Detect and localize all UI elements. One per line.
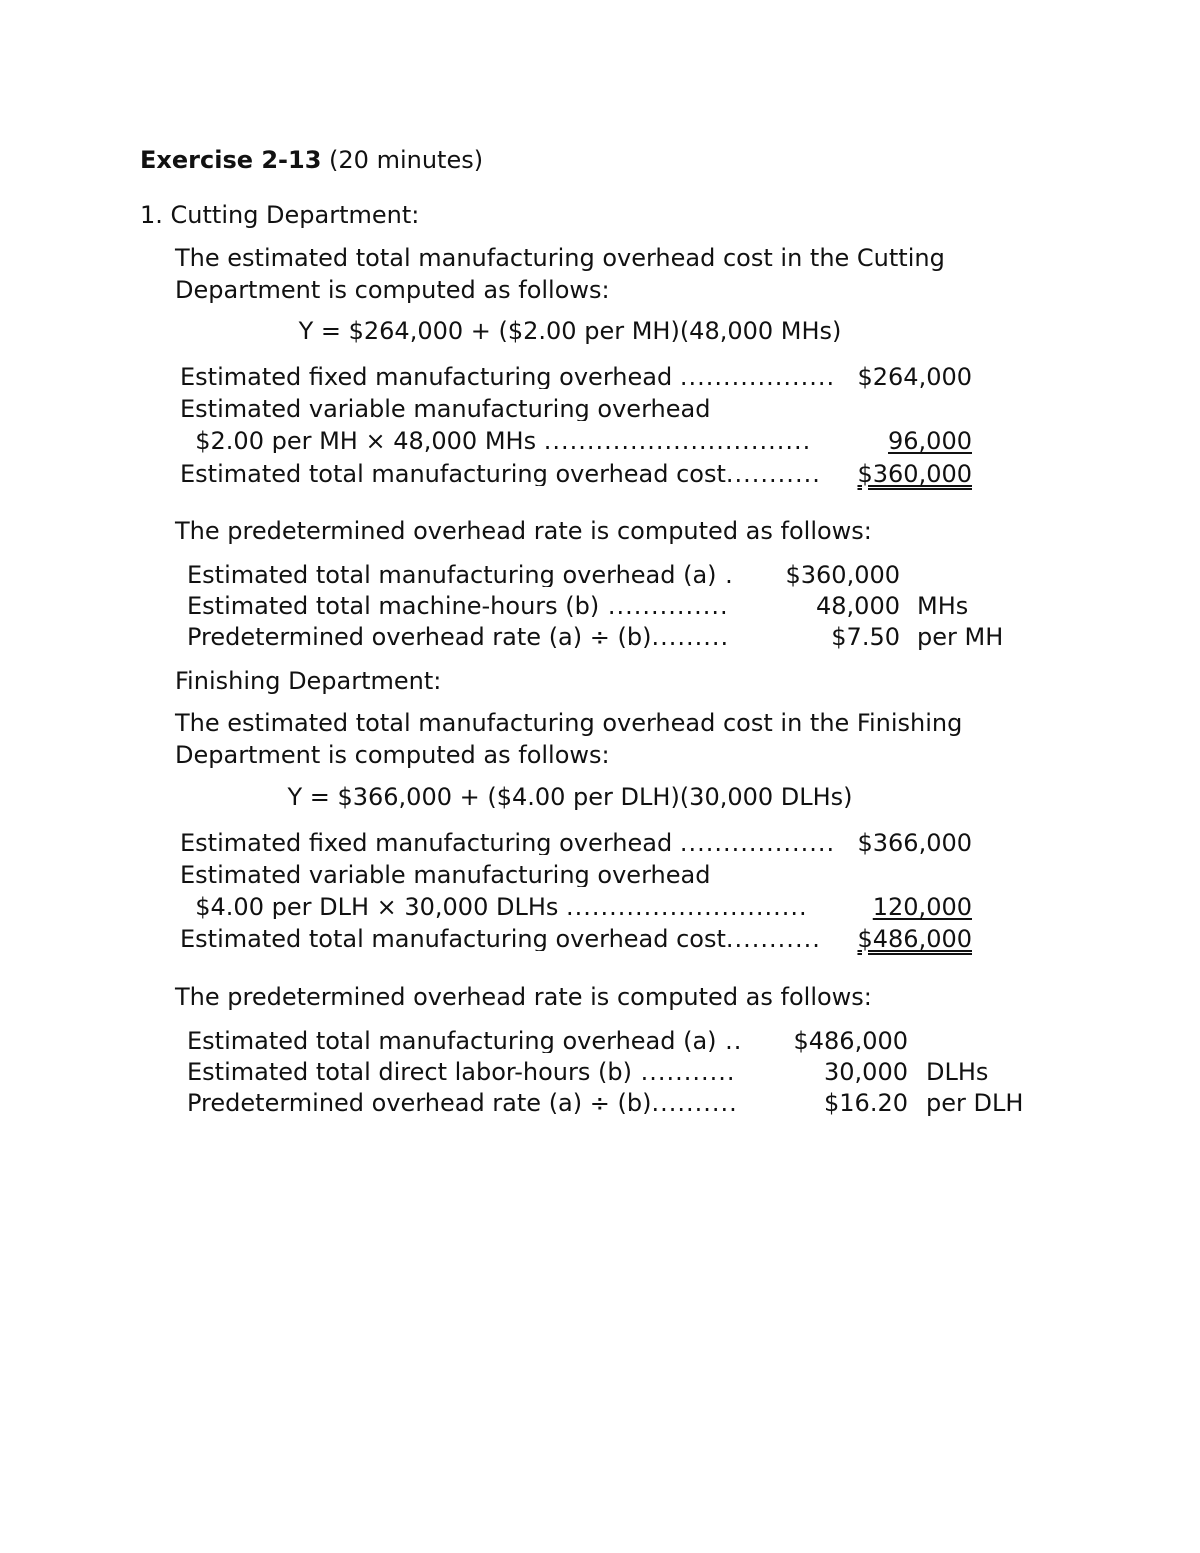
leader-dots: ..........: [651, 1091, 738, 1115]
leader-dots: ...............................: [543, 429, 812, 453]
finishing-fixed-value: $366,000: [857, 829, 972, 857]
cutting-department-title: 1. Cutting Department:: [140, 201, 420, 229]
leader-dots: ...........: [725, 927, 821, 951]
finishing-variable-amount: 120,000: [872, 893, 972, 921]
cutting-overhead-value: $360,000: [785, 561, 900, 589]
leader-dots: ...........: [725, 462, 821, 486]
finishing-cost-row-label: [180, 831, 835, 855]
cutting-variable-value: [820, 429, 972, 453]
finishing-rate-row-label: [187, 1060, 736, 1084]
cutting-machine-hours-label: Estimated total machine-hours (b): [187, 594, 600, 618]
finishing-overhead-label: Estimated total manufacturing overhead (a): [187, 1029, 717, 1053]
cutting-cost-row-label: [180, 429, 811, 453]
cutting-rate-label: Predetermined overhead rate (a) ÷ (b): [187, 625, 652, 649]
finishing-variable-value: [820, 895, 972, 919]
leader-dots: ..................: [679, 365, 836, 389]
finishing-rate-intro: The predetermined overhead rate is computed as follows:: [175, 983, 872, 1011]
cutting-total-amount: $360,000: [857, 460, 972, 488]
cutting-rate-row-label: [187, 563, 734, 587]
exercise-heading-duration: (20 minutes): [321, 146, 484, 174]
cutting-cost-row-label: [180, 365, 835, 389]
leader-dots: ...........: [631, 1060, 736, 1084]
finishing-rate-label: Predetermined overhead rate (a) ÷ (b): [187, 1091, 652, 1115]
finishing-rate-unit: per DLH: [926, 1089, 1024, 1117]
leader-dots: .........: [651, 625, 730, 649]
finishing-total-value: [820, 927, 972, 951]
finishing-intro-line1: The estimated total manufacturing overhead cost in the Finishing: [175, 709, 963, 737]
cutting-machine-hours-unit: MHs: [917, 592, 969, 620]
cutting-variable-amount: 96,000: [888, 427, 972, 455]
cutting-rate-value: $7.50: [831, 623, 900, 651]
leader-dots: ..............: [599, 594, 729, 618]
leader-dots: ............................: [566, 895, 808, 919]
finishing-rate-row-label: [187, 1091, 738, 1115]
finishing-variable-label: Estimated variable manufacturing overhead: [180, 863, 711, 887]
leader-dots: .: [716, 563, 734, 587]
finishing-labor-hours-unit: DLHs: [926, 1058, 989, 1086]
cutting-variable-calc-label: $2.00 per MH × 48,000 MHs: [180, 429, 537, 453]
finishing-labor-hours-label: Estimated total direct labor-hours (b): [187, 1060, 632, 1084]
cutting-variable-label: Estimated variable manufacturing overhead: [180, 397, 711, 421]
exercise-heading-bold: Exercise 2-13: [140, 146, 322, 174]
cutting-fixed-label: Estimated fixed manufacturing overhead: [180, 365, 673, 389]
finishing-department-title: Finishing Department:: [175, 667, 442, 695]
finishing-fixed-label: Estimated fixed manufacturing overhead: [180, 831, 673, 855]
finishing-intro-line2: Department is computed as follows:: [175, 741, 610, 769]
cutting-fixed-value: $264,000: [857, 363, 972, 391]
cutting-formula: Y = $264,000 + ($2.00 per MH)(48,000 MHs): [298, 317, 842, 345]
leader-dots: ..: [716, 1029, 743, 1053]
cutting-rate-unit: per MH: [917, 623, 1004, 651]
finishing-total-label: Estimated total manufacturing overhead cost: [180, 927, 726, 951]
leader-dots: ..................: [679, 831, 836, 855]
cutting-cost-row-label: [180, 462, 821, 486]
cutting-total-label: Estimated total manufacturing overhead cost: [180, 462, 726, 486]
finishing-cost-row-label: [180, 927, 821, 951]
finishing-overhead-value: $486,000: [793, 1027, 908, 1055]
finishing-cost-row-label: [180, 895, 808, 919]
cutting-rate-intro: The predetermined overhead rate is computed as follows:: [175, 517, 872, 545]
finishing-total-amount: $486,000: [857, 925, 972, 953]
finishing-labor-hours-value: 30,000: [824, 1058, 908, 1086]
cutting-machine-hours-value: 48,000: [816, 592, 900, 620]
cutting-overhead-label: Estimated total manufacturing overhead (a): [187, 563, 717, 587]
exercise-heading: [140, 148, 483, 172]
cutting-intro-line2: Department is computed as follows:: [175, 276, 610, 304]
cutting-intro-line1: The estimated total manufacturing overhead cost in the Cutting: [175, 244, 945, 272]
cutting-rate-row-label: [187, 594, 729, 618]
finishing-formula: Y = $366,000 + ($4.00 per DLH)(30,000 DLHs): [287, 783, 853, 811]
cutting-rate-row-label: [187, 625, 729, 649]
cutting-total-value: [820, 462, 972, 486]
finishing-variable-calc-label: $4.00 per DLH × 30,000 DLHs: [180, 895, 559, 919]
finishing-rate-value: $16.20: [824, 1089, 908, 1117]
finishing-rate-row-label: [187, 1029, 742, 1053]
